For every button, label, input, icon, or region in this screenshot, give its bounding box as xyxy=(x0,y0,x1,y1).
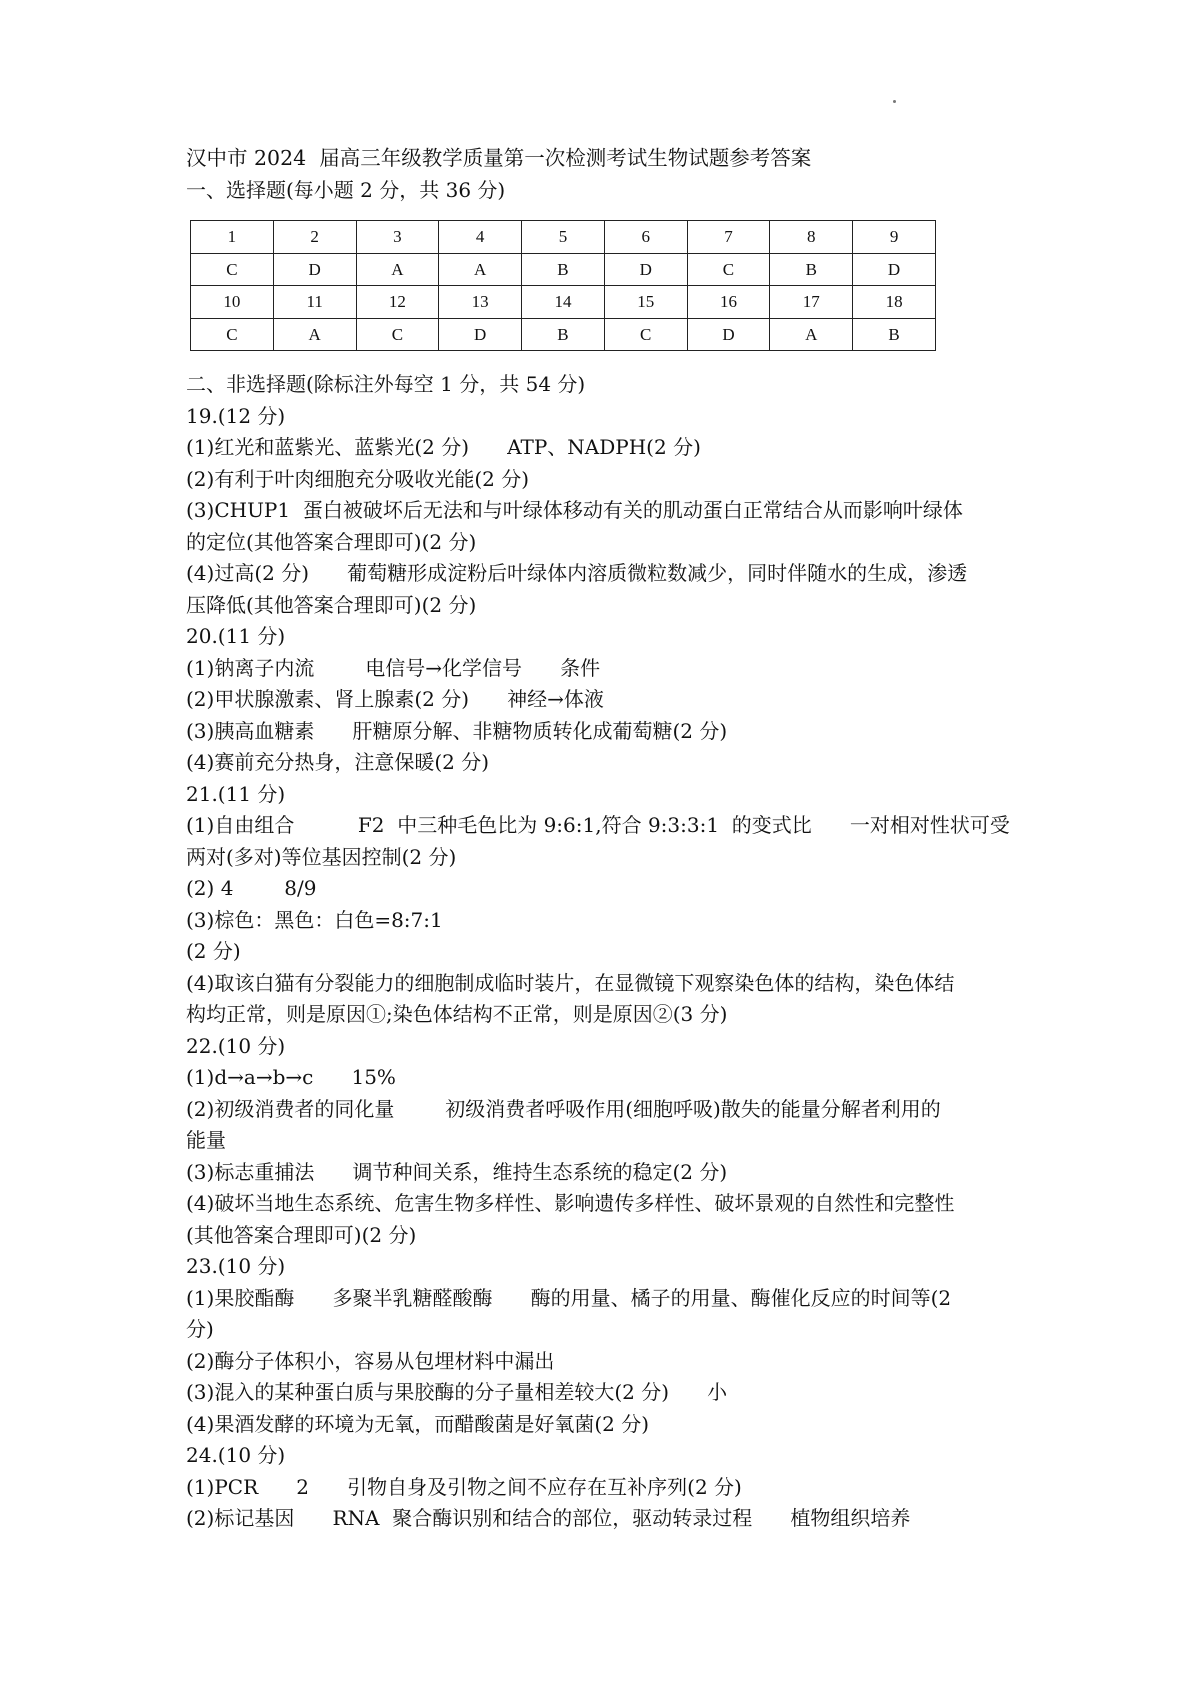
answer-table-cell: 10 xyxy=(191,286,274,319)
answer-table-cell: 18 xyxy=(853,286,936,319)
answer-table-cell: A xyxy=(356,253,439,286)
answer-table-cell: B xyxy=(522,253,605,286)
answer-line: (2)甲状腺激素、肾上腺素(2 分) 神经→体液 xyxy=(186,687,604,711)
answer-table-cell: D xyxy=(687,318,770,351)
answer-table-cell: B xyxy=(853,318,936,351)
answer-line: (2) 4 8/9 xyxy=(186,876,317,900)
answer-table-cell: C xyxy=(687,253,770,286)
answer-table-cell: B xyxy=(522,318,605,351)
answer-table-cell: 16 xyxy=(687,286,770,319)
answer-table-row xyxy=(191,221,936,254)
answer-table-row xyxy=(191,318,936,351)
answer-table-cell: C xyxy=(191,253,274,286)
answer-line: 23.(10 分) xyxy=(186,1254,286,1278)
answer-line: 分) xyxy=(186,1317,214,1341)
answer-line: 两对(多对)等位基因控制(2 分) xyxy=(186,844,457,869)
answer-line: (4)赛前充分热身，注意保暖(2 分) xyxy=(186,750,490,774)
answer-table-cell: D xyxy=(853,253,936,286)
answer-line: 构均正常，则是原因①;染色体结构不正常，则是原因②(3 分) xyxy=(186,1002,728,1026)
answer-table xyxy=(190,220,936,351)
answer-table-cell: 6 xyxy=(604,221,687,254)
answer-table-cell: 12 xyxy=(356,286,439,319)
answer-line: (3)棕色：黑色：白色=8:7:1 xyxy=(186,907,443,932)
section-heading-choice: 一、选择题(每小题 2 分，共 36 分) xyxy=(186,177,506,202)
answer-table-cell: C xyxy=(191,318,274,351)
answer-lines xyxy=(186,369,1036,1535)
answer-table-cell: A xyxy=(273,318,356,351)
answer-table-cell: 14 xyxy=(522,286,605,319)
answer-line: (2)酶分子体积小，容易从包埋材料中漏出 xyxy=(186,1348,555,1373)
answer-line: 20.(11 分) xyxy=(186,624,286,648)
answer-table-cell: 11 xyxy=(273,286,356,319)
answer-line: 21.(11 分) xyxy=(186,781,286,806)
answer-line: (3)CHUP1 蛋白被破坏后无法和与叶绿体移动有关的肌动蛋白正常结合从而影响叶绿体 xyxy=(186,498,963,522)
document-title: 汉中市 2024 届高三年级教学质量第一次检测考试生物试题参考答案 xyxy=(186,146,812,170)
answer-line: (1)d→a→b→c 15% xyxy=(186,1065,396,1089)
answer-line: (1)钠离子内流 电信号→化学信号 条件 xyxy=(186,655,601,680)
answer-table-cell: 9 xyxy=(853,221,936,254)
answer-line: 19.(12 分) xyxy=(186,403,286,428)
answer-line: 24.(10 分) xyxy=(186,1443,286,1467)
answer-line: (4)过高(2 分) 葡萄糖形成淀粉后叶绿体内溶质微粒数减少，同时伴随水的生成，渗透 xyxy=(186,561,968,585)
page-speck xyxy=(893,100,896,103)
answer-line: (1)PCR 2 引物自身及引物之间不应存在互补序列(2 分) xyxy=(186,1474,742,1499)
answer-line: (3)胰高血糖素 肝糖原分解、非糖物质转化成葡萄糖(2 分) xyxy=(186,718,728,743)
answer-table-cell: 2 xyxy=(273,221,356,254)
answer-line: (4)破坏当地生态系统、危害生物多样性、影响遗传多样性、破坏景观的自然性和完整性 xyxy=(186,1191,955,1215)
answer-table-cell: 1 xyxy=(191,221,274,254)
answer-line: (2)标记基因 RNA 聚合酶识别和结合的部位，驱动转录过程 植物组织培养 xyxy=(186,1506,911,1530)
answer-table-cell: 4 xyxy=(439,221,522,254)
answer-line: (1)红光和蓝紫光、蓝紫光(2 分) ATP、NADPH(2 分) xyxy=(186,435,701,459)
answer-line: 能量 xyxy=(186,1128,226,1152)
answer-table-cell: D xyxy=(439,318,522,351)
answer-line: (其他答案合理即可)(2 分) xyxy=(186,1222,417,1247)
answer-line: (4)果酒发酵的环境为无氧，而醋酸菌是好氧菌(2 分) xyxy=(186,1411,650,1436)
answer-table-cell: C xyxy=(356,318,439,351)
answer-line: (2)初级消费者的同化量 初级消费者呼吸作用(细胞呼吸)散失的能量分解者利用的 xyxy=(186,1096,941,1121)
answer-line: (2)有利于叶肉细胞充分吸收光能(2 分) xyxy=(186,466,530,491)
answer-line: 22.(10 分) xyxy=(186,1033,286,1058)
answer-line: (4)取该白猫有分裂能力的细胞制成临时装片，在显微镜下观察染色体的结构，染色体结 xyxy=(186,970,955,995)
answer-table-cell: 3 xyxy=(356,221,439,254)
document-page xyxy=(186,143,1036,1535)
answer-table-cell: A xyxy=(439,253,522,286)
answer-table-cell: 8 xyxy=(770,221,853,254)
answer-line: (3)标志重捕法 调节种间关系，维持生态系统的稳定(2 分) xyxy=(186,1159,728,1184)
answer-table-cell: 15 xyxy=(604,286,687,319)
answer-line: (1)果胶酯酶 多聚半乳糖醛酸酶 酶的用量、橘子的用量、酶催化反应的时间等(2 xyxy=(186,1285,952,1310)
answer-table-cell: 5 xyxy=(522,221,605,254)
answer-line: (1)自由组合 F2 中三种毛色比为 9:6:1,符合 9:3:3:1 的变式比 一对相对性状可受 xyxy=(186,813,1010,837)
answer-table-cell: C xyxy=(604,318,687,351)
answer-table-cell: 7 xyxy=(687,221,770,254)
answer-table-cell: D xyxy=(604,253,687,286)
answer-line: (2 分) xyxy=(186,939,241,963)
answer-table-cell: 17 xyxy=(770,286,853,319)
answer-table-cell: B xyxy=(770,253,853,286)
answer-line: 的定位(其他答案合理即可)(2 分) xyxy=(186,529,477,554)
answer-table-cell: 13 xyxy=(439,286,522,319)
answer-table-row xyxy=(191,286,936,319)
answer-line: 二、非选择题(除标注外每空 1 分，共 54 分) xyxy=(186,372,586,396)
answer-table-cell: D xyxy=(273,253,356,286)
answer-line: 压降低(其他答案合理即可)(2 分) xyxy=(186,592,477,617)
answer-table-row xyxy=(191,253,936,286)
answer-table-cell: A xyxy=(770,318,853,351)
answer-line: (3)混入的某种蛋白质与果胶酶的分子量相差较大(2 分) 小 xyxy=(186,1380,728,1404)
